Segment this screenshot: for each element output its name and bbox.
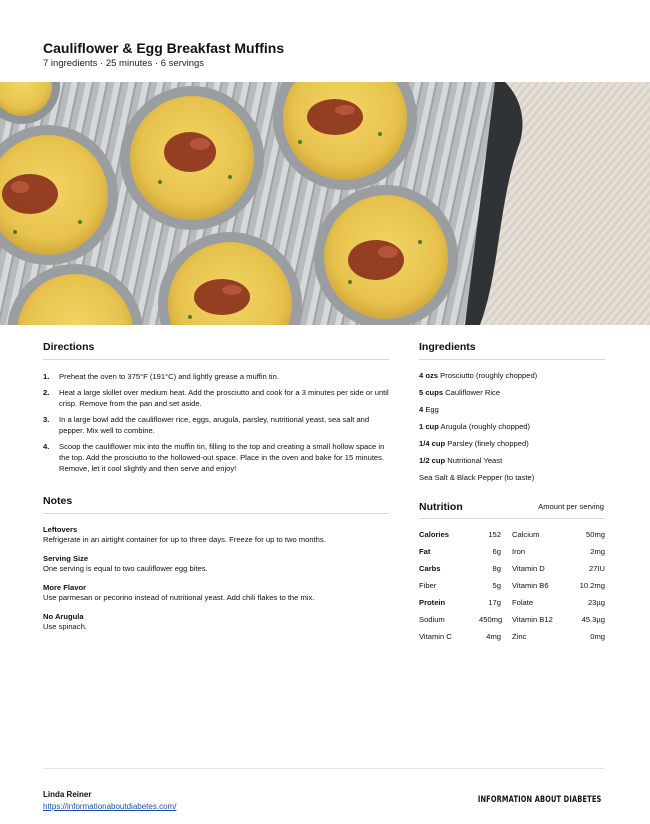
nutrient-value: 152 xyxy=(488,530,501,539)
nutrient-value: 45.3µg xyxy=(581,615,605,624)
nutrient-label: Vitamin C xyxy=(419,632,452,641)
nutrition-row xyxy=(419,598,605,615)
ingredient-item xyxy=(419,388,605,405)
note-text: One serving is equal to two cauliflower egg bites. xyxy=(43,564,208,573)
nutrient-label: Fat xyxy=(419,547,431,556)
nutrient-value: 2mg xyxy=(590,547,605,556)
step-text: Scoop the cauliflower mix into the muffin tin, filling to the top and creating a small hollow space in the top. Add the prosciutto to the hollowed-out space. Place in the oven and bake for 15 minutes. Remove, let it cool slightly and then serve and enjoy! xyxy=(59,442,385,473)
nutrient-value: 5g xyxy=(492,581,501,590)
direction-step xyxy=(43,441,389,474)
nutrient-value: 6g xyxy=(492,547,501,556)
ingredient-qty: 4 ozs xyxy=(419,371,438,380)
ingredient-item xyxy=(419,456,605,473)
notes-heading: Notes xyxy=(43,495,73,507)
note-item xyxy=(43,612,389,632)
ingredient-name: Nutritional Yeast xyxy=(447,456,503,465)
nutrition-row xyxy=(419,530,605,547)
nutrient-label: Calcium xyxy=(512,530,540,539)
nutrition-subheading: Amount per serving xyxy=(538,502,604,511)
recipe-title: Cauliflower & Egg Breakfast Muffins xyxy=(43,40,285,56)
ingredient-qty: 1/2 cup xyxy=(419,456,446,465)
nutrition-row xyxy=(419,581,605,598)
nutrient-label: Protein xyxy=(419,598,446,607)
ingredient-name: Cauliflower Rice xyxy=(445,388,501,397)
recipe-photo xyxy=(0,82,650,325)
ingredients-divider xyxy=(419,359,605,360)
ingredient-item xyxy=(419,422,605,439)
note-title: Serving Size xyxy=(43,554,89,563)
ingredient-qty: 4 xyxy=(419,405,424,414)
ingredient-name: Sea Salt & Black Pepper (to taste) xyxy=(419,473,535,482)
nutrient-label: Vitamin D xyxy=(512,564,545,573)
direction-step xyxy=(43,387,389,409)
note-text: Use spinach. xyxy=(43,622,87,631)
author-link[interactable]: https://informationaboutdiabetes.com/ xyxy=(43,802,177,811)
directions-divider xyxy=(43,359,389,360)
nutrition-heading: Nutrition xyxy=(419,501,463,513)
step-number: 1. xyxy=(43,372,50,381)
nutrient-value: 0mg xyxy=(590,632,605,641)
nutrient-label: Iron xyxy=(512,547,526,556)
ingredient-name: Prosciutto (roughly chopped) xyxy=(440,371,538,380)
ingredient-name: Egg xyxy=(425,405,439,414)
notes-list xyxy=(43,525,389,641)
note-title: No Arugula xyxy=(43,612,84,621)
nutrition-row xyxy=(419,547,605,564)
ingredient-qty: 5 cups xyxy=(419,388,444,397)
ingredient-item xyxy=(419,473,605,490)
nutrient-value: 10.2mg xyxy=(579,581,605,590)
nutrient-value: 27IU xyxy=(588,564,605,573)
nutrition-divider xyxy=(419,518,605,519)
nutrition-row xyxy=(419,615,605,632)
recipe-meta: 7 ingredients · 25 minutes · 6 servings xyxy=(43,58,205,69)
note-title: More Flavor xyxy=(43,583,87,592)
note-item xyxy=(43,525,389,545)
nutrient-label: Folate xyxy=(512,598,534,607)
direction-step xyxy=(43,414,389,436)
nutrient-label: Zinc xyxy=(512,632,527,641)
ingredients-heading: Ingredients xyxy=(419,341,476,353)
ingredient-qty: 1 cup xyxy=(419,422,439,431)
nutrition-table xyxy=(419,530,605,649)
ingredient-qty: 1/4 cup xyxy=(419,439,446,448)
step-number: 3. xyxy=(43,415,50,424)
note-item xyxy=(43,554,389,574)
nutrient-label: Sodium xyxy=(419,615,445,624)
brand-logo-text: INFORMATION ABOUT DIABETES xyxy=(477,795,601,805)
nutrient-value: 450mg xyxy=(479,615,503,624)
note-title: Leftovers xyxy=(43,525,78,534)
nutrient-value: 17g xyxy=(488,598,501,607)
nutrient-value: 4mg xyxy=(486,632,501,641)
directions-list xyxy=(43,371,389,479)
notes-divider xyxy=(43,513,389,514)
nutrient-label: Vitamin B12 xyxy=(512,615,553,624)
nutrient-label: Calories xyxy=(419,530,449,539)
nutrient-label: Fiber xyxy=(419,581,437,590)
step-number: 2. xyxy=(43,388,50,397)
ingredient-item xyxy=(419,405,605,422)
step-text: Preheat the oven to 375°F (191°C) and lightly grease a muffin tin. xyxy=(59,372,279,381)
note-item xyxy=(43,583,389,603)
step-text: In a large bowl add the cauliflower rice, eggs, arugula, parsley, nutritional yeast, sea salt and pepper. Mix well to combine. xyxy=(59,415,370,435)
footer-divider xyxy=(43,768,604,769)
ingredients-list xyxy=(419,371,605,490)
nutrient-value: 50mg xyxy=(586,530,605,539)
step-text: Heat a large skillet over medium heat. Add the prosciutto and cook for a 3 minutes per side or until crisp. Remove from the pan and set aside. xyxy=(59,388,389,408)
nutrient-value: 23µg xyxy=(587,598,605,607)
nutrient-label: Vitamin B6 xyxy=(512,581,549,590)
author-name: Linda Reiner xyxy=(43,790,92,799)
ingredient-item xyxy=(419,371,605,388)
note-text: Use parmesan or pecorino instead of nutritional yeast. Add chili flakes to the mix. xyxy=(43,593,315,602)
nutrition-row xyxy=(419,564,605,581)
nutrition-row xyxy=(419,632,605,649)
ingredient-item xyxy=(419,439,605,456)
directions-heading: Directions xyxy=(43,341,95,353)
ingredient-name: Arugula (roughly chopped) xyxy=(440,422,531,431)
nutrient-value: 8g xyxy=(492,564,501,573)
ingredient-name: Parsley (finely chopped) xyxy=(447,439,529,448)
direction-step xyxy=(43,371,389,382)
note-text: Refrigerate in an airtight container for up to three days. Freeze for up to two months. xyxy=(43,535,326,544)
nutrient-label: Carbs xyxy=(419,564,441,573)
step-number: 4. xyxy=(43,442,50,451)
